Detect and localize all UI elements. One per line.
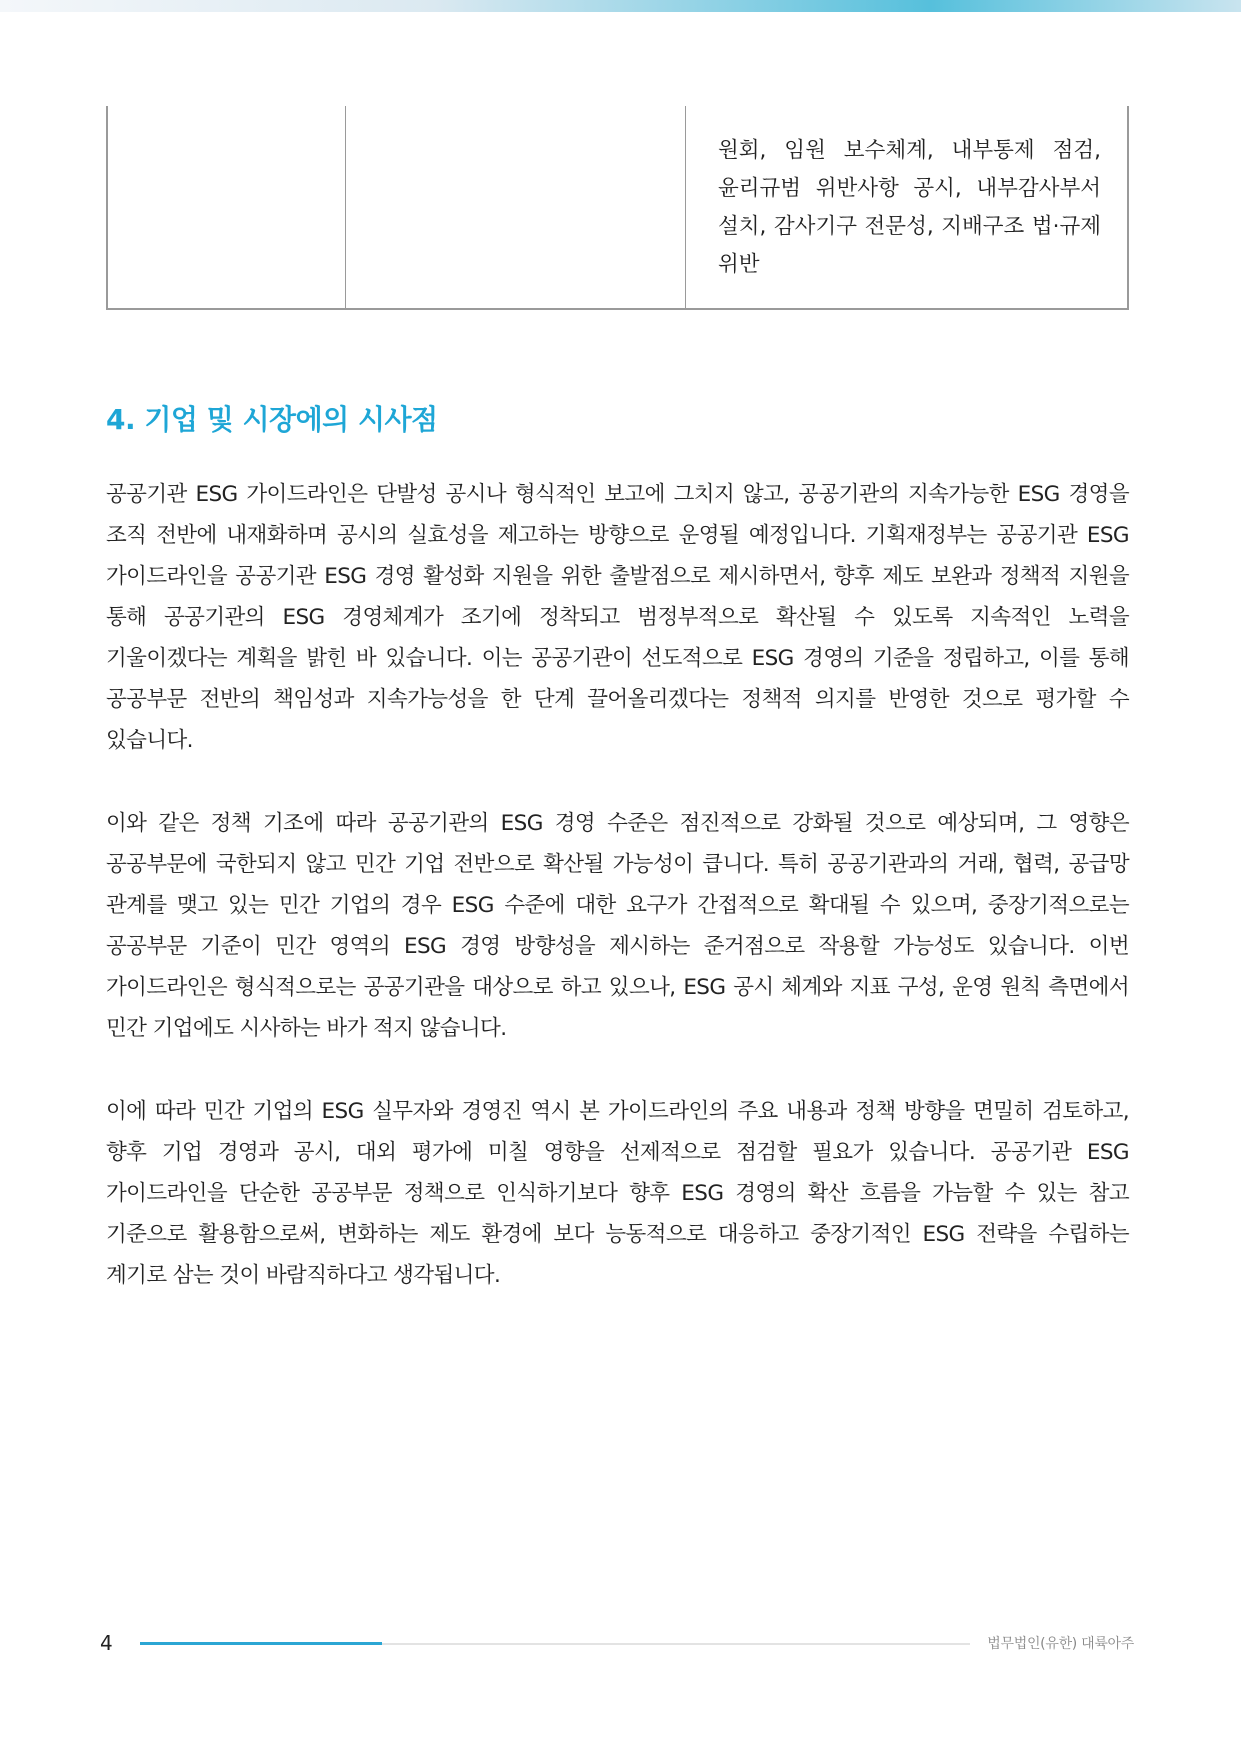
table-continuation [106,106,1129,310]
table-cell-text: 원회, 임원 보수체계, 내부통제 점검, 윤리규범 위반사항 공시, 내부감사부서 설치, 감사기구 전문성, 지배구조 법·규제 위반 [718,138,1101,277]
table-cell-empty-2 [346,106,686,308]
top-gradient-band [0,0,1241,12]
table-cell-empty-1 [108,106,346,308]
paragraph-3: 이에 따라 민간 기업의 ESG 실무자와 경영진 역시 본 가이드라인의 주요 내용과 정책 방향을 면밀히 검토하고, 향후 기업 경영과 공시, 대외 평가에 미칠 영향을 선제적으로 점검할 필요가 있습니다. 공공기관 ESG 가이드라인을 단순한 공공부문 정책으로 인식하기보다 향후 ESG 경영의 확산 흐름을 가늠할 수 있는 참고 기준으로 활용함으로써, 변화하는 제도 환경에 보다 능동적으로 대응하고 중장기적인 ESG 전략을 수립하는 계기로 삼는 것이 바람직하다고 생각됩니다. [106,1099,1129,1288]
section-heading: 4. 기업 및 시장에의 시사점 [106,403,438,436]
footer-rule-accent [140,1642,382,1645]
table-cell-content [686,106,1127,308]
paragraph-1: 공공기관 ESG 가이드라인은 단발성 공시나 형식적인 보고에 그치지 않고, 공공기관의 지속가능한 ESG 경영을 조직 전반에 내재화하며 공시의 실효성을 제고하는 방향으로 운영될 예정입니다. 기획재정부는 공공기관 ESG 가이드라인을 공공기관 ESG 경영 활성화 지원을 위한 출발점으로 제시하면서, 향후 제도 보완과 정책적 지원을 통해 공공기관의 ESG 경영체계가 조기에 정착되고 범정부적으로 확산될 수 있도록 지속적인 노력을 기울이겠다는 계획을 밝힌 바 있습니다. 이는 공공기관이 선도적으로 ESG 경영의 기준을 정립하고, 이를 통해 공공부문 전반의 책임성과 지속가능성을 한 단계 끌어올리겠다는 정책적 의지를 반영한 것으로 평가할 수 있습니다. [106,482,1129,753]
paragraph-2: 이와 같은 정책 기조에 따라 공공기관의 ESG 경영 수준은 점진적으로 강화될 것으로 예상되며, 그 영향은 공공부문에 국한되지 않고 민간 기업 전반으로 확산될 가능성이 큽니다. 특히 공공기관과의 거래, 협력, 공급망 관계를 맺고 있는 민간 기업의 경우 ESG 수준에 대한 요구가 간접적으로 확대될 수 있으며, 중장기적으로는 공공부문 기준이 민간 영역의 ESG 경영 방향성을 제시하는 준거점으로 작용할 가능성도 있습니다. 이번 가이드라인은 형식적으로는 공공기관을 대상으로 하고 있으나, ESG 공시 체계와 지표 구성, 운영 원칙 측면에서 민간 기업에도 시사하는 바가 적지 않습니다. [106,811,1129,1041]
page-number: 4 [100,1631,113,1655]
section-body [106,474,1129,1338]
footer-firm-name: 법무법인(유한) 대륙아주 [987,1636,1134,1652]
